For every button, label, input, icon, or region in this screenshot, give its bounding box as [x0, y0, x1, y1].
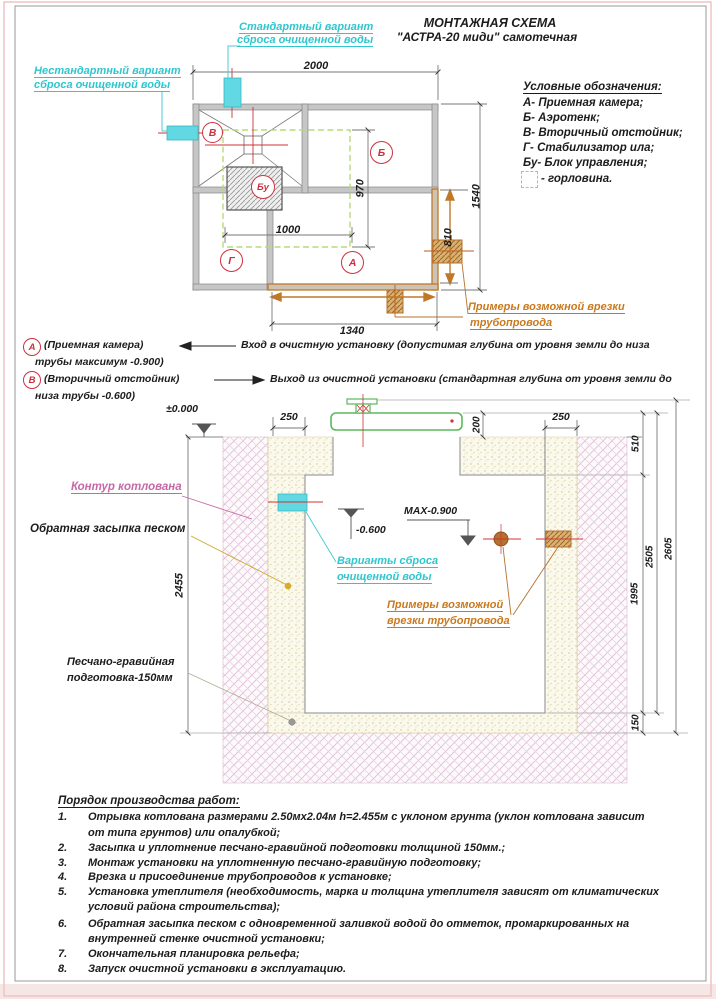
backfill-label: Обратная засыпка песком	[30, 523, 186, 535]
proc-num: 7.	[58, 948, 68, 960]
section-pipe-label2: врезки трубопровода	[387, 615, 510, 627]
dim-neck-width: 1000	[275, 224, 301, 236]
nonstandard-discharge-label2: сброса очищенной воды	[34, 79, 171, 91]
legend-item-v: В- Вторичный отстойник;	[523, 127, 683, 139]
dim-right-backfill: 250	[552, 411, 570, 423]
proc-line: Монтаж установки на уплотненную песчано-гравийную подготовку;	[88, 857, 482, 869]
dim-tank-total: 2505	[644, 545, 656, 568]
dim-body-below: 1995	[629, 582, 641, 605]
proc-line: Окончательная планировка рельефа;	[88, 948, 300, 960]
section-view	[180, 394, 690, 783]
dim-left-backfill: 250	[280, 411, 298, 423]
note-v-text: Выход из очистной установки (стандартная глубина от уровня земли до	[270, 373, 672, 385]
room-badge-b: Б	[370, 141, 393, 164]
legend-item-gorlovina: - горловина.	[541, 173, 613, 185]
proc-num: 6.	[58, 918, 68, 930]
legend-item-bu: Бу- Блок управления;	[523, 157, 648, 169]
dim-overall: 2605	[663, 537, 675, 560]
nonstandard-discharge-label: Нестандартный вариант	[34, 65, 181, 77]
dim-pit-depth: 2455	[173, 573, 186, 598]
dim-prep: 150	[630, 714, 642, 732]
elev-max-inlet: MAX-0.900	[404, 505, 458, 517]
proc-num: 1.	[58, 811, 68, 823]
proc-num: 3.	[58, 857, 68, 869]
proc-line: Отрывка котлована размерами 2.50мх2.04м h=2.455м с уклоном грунта (уклон котлована зависит	[88, 811, 645, 823]
plan-pipe-label: Примеры возможной врезки	[468, 301, 625, 313]
legend-item-b: Б- Аэротенк;	[523, 112, 600, 124]
discharge-options-label2: очищенной воды	[337, 571, 432, 583]
drawing-subtitle: "АСТРА-20 миди" самотечная	[396, 30, 578, 44]
note-badge-v: В	[23, 371, 41, 389]
dim-lid-above: 200	[471, 416, 483, 434]
note-v-pre: (Вторичный отстойник)	[44, 373, 180, 385]
room-badge-a: А	[341, 251, 364, 274]
standard-discharge-label: Стандартный вариант	[239, 21, 374, 33]
proc-line: Засыпка и уплотнение песчано-гравийной подготовки толщиной 150мм.;	[88, 842, 506, 854]
note-badge-a: А	[23, 338, 41, 356]
dim-right-zone: 810	[442, 228, 455, 247]
legend-item-a: А- Приемная камера;	[523, 97, 644, 109]
pit-contour-label: Контур котлована	[71, 481, 182, 493]
proc-num: 2.	[58, 842, 68, 854]
dim-plan-bottom: 1340	[339, 325, 365, 337]
gorlovina-swatch-icon	[521, 171, 538, 188]
dim-plan-height: 1540	[470, 184, 483, 209]
proc-line: Установка утеплителя (необходимость, марка и толщина утеплителя зависят от климатических	[88, 886, 660, 898]
prep-label2: подготовка-150мм	[67, 672, 173, 684]
standard-discharge-label2: сброса очищенной воды	[237, 34, 374, 46]
section-pipe-label: Примеры возможной	[387, 599, 504, 611]
proc-num: 4.	[58, 871, 68, 883]
proc-line: условий района строительства);	[88, 901, 281, 913]
proc-line: Врезка и присоединение трубопроводов к установке;	[88, 871, 392, 883]
note-a-pre: (Приемная камера)	[44, 339, 144, 351]
dim-plan-width: 2000	[303, 60, 329, 72]
plan-pipe-label2: трубопровода	[470, 317, 553, 329]
note-a-text: Вход в очистную установку (допустимая глубина от уровня земли до низа	[241, 339, 650, 351]
drawing-title: МОНТАЖНАЯ СХЕМА	[423, 16, 557, 30]
room-badge-v: В	[202, 122, 223, 143]
room-badge-bu: Бу	[251, 175, 275, 199]
proc-line: внутренней стенке очистной установки;	[88, 933, 325, 945]
note-a-text2: трубы максимум -0.900)	[35, 356, 164, 368]
room-badge-g: Г	[220, 249, 243, 272]
prep-label: Песчано-гравийная	[67, 656, 175, 668]
elev-outlet: -0.600	[356, 524, 386, 536]
proc-num: 5.	[58, 886, 68, 898]
proc-line: Обратная засыпка песком с одновременной заливкой водой до отметок, промаркированных на	[88, 918, 630, 930]
legend-heading: Условные обозначения:	[523, 81, 662, 93]
dim-neck-height: 970	[354, 179, 367, 198]
discharge-options-label: Варианты сброса	[337, 555, 439, 567]
proc-line: Запуск очистной установки в эксплуатацию.	[88, 963, 347, 975]
note-v-text2: низа трубы -0.600)	[35, 390, 135, 402]
elev-zero: ±0.000	[165, 403, 199, 415]
proc-num: 8.	[58, 963, 68, 975]
procedure-heading: Порядок производства работ:	[58, 795, 240, 807]
dim-lid-shoulder: 510	[630, 435, 642, 453]
legend-item-g: Г- Стабилизатор ила;	[523, 142, 655, 154]
proc-line: от типа грунтов) или опалубкой;	[88, 827, 281, 839]
